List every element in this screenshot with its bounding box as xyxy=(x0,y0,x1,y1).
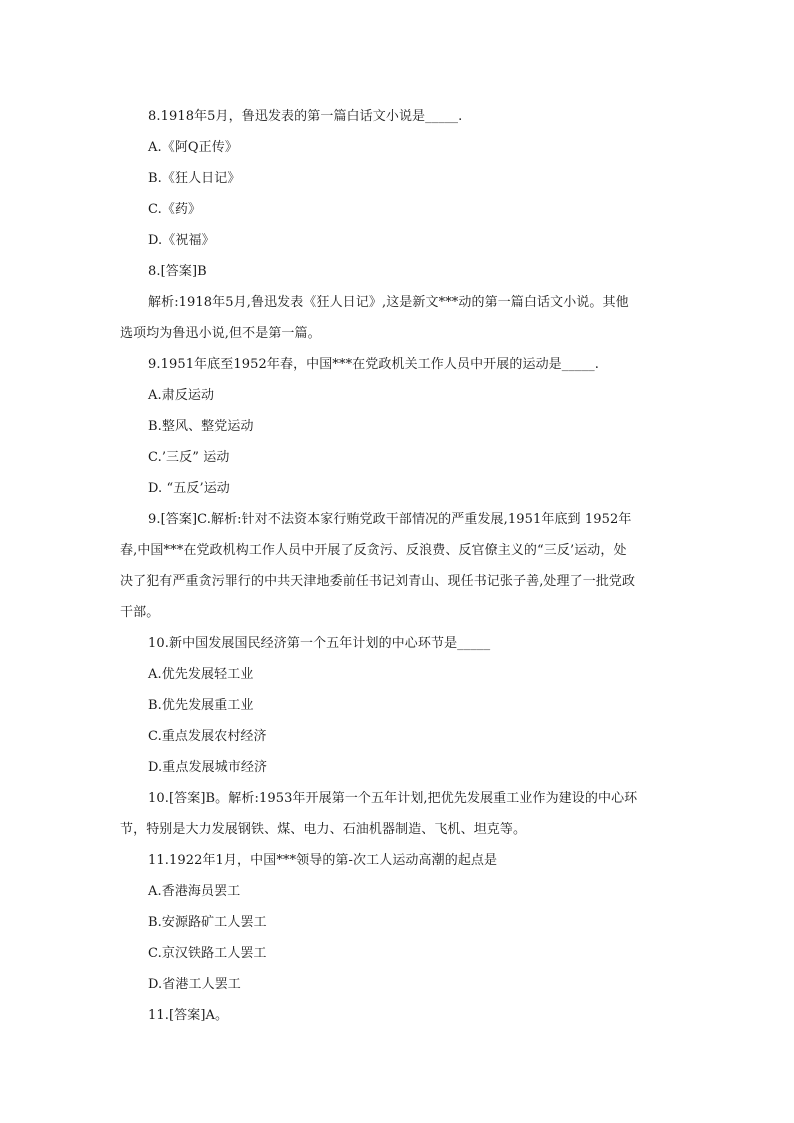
text-line: 9.1951年底至1952年春，中国***在党政机关工作人员中开展的运动是_____. xyxy=(148,357,600,372)
text-line: B.整风、整党运动 xyxy=(148,419,254,434)
text-line: 决了犯有严重贪污罪行的中共天津地委前任书记刘青山、现任书记张子善,处理了一批党政 xyxy=(120,574,636,589)
text-line: C.京汉铁路工人罢工 xyxy=(148,946,267,961)
text-line: 10.新中国发展国民经济第一个五年计划的中心环节是_____ xyxy=(148,636,491,651)
text-line: 解析:1918年5月,鲁迅发表《狂人日记》,这是新文***动的第一篇白话文小说。其他 xyxy=(148,295,629,310)
text-line: D.《祝福》 xyxy=(148,233,215,248)
text-line: 选项均为鲁迅小说,但不是第一篇。 xyxy=(120,326,321,341)
text-line: 10.[答案]B。解析:1953年开展第一个五年计划,把优先发展重工业作为建设的中心环 xyxy=(148,791,638,806)
text-line: A.肃反运动 xyxy=(148,388,215,403)
text-line: A.《阿Q正传》 xyxy=(148,140,238,155)
text-line: A.香港海员罢工 xyxy=(148,884,241,899)
text-line: 11.[答案]A。 xyxy=(148,1008,229,1023)
text-line: 11.1922年1月，中国***领导的第-次工人运动高潮的起点是 xyxy=(148,853,498,868)
text-line: A.优先发展轻工业 xyxy=(148,667,254,682)
text-line: 9.[答案]C.解析:针对不法资本家行贿党政干部情况的严重发展,1951年底到 1952年 xyxy=(148,512,632,527)
text-line: C.《药》 xyxy=(148,202,202,217)
text-line: D.省港工人罢工 xyxy=(148,977,241,992)
text-line: B.安源路矿工人罢工 xyxy=(148,915,267,930)
text-line: C.重点发展农村经济 xyxy=(148,729,267,744)
text-line: D.重点发展城市经济 xyxy=(148,760,268,775)
text-line: C.’三反” 运动 xyxy=(148,450,230,465)
document-body xyxy=(120,101,680,1031)
text-line: D. “五反’运动 xyxy=(148,481,230,496)
text-line: 春,中国***在党政机构工作人员中开展了反贪污、反浪费、反官僚主义的“三反’运动，处 xyxy=(120,543,627,558)
text-line: 节，特别是大力发展钢铁、煤、电力、石油机器制造、飞机、坦克等。 xyxy=(120,822,527,837)
text-line: B.《狂人日记》 xyxy=(148,171,241,186)
text-line: 8.1918年5月，鲁迅发表的第一篇白话文小说是_____. xyxy=(148,109,463,124)
text-line: 8.[答案]B xyxy=(148,264,207,279)
text-line: 干部。 xyxy=(120,605,160,620)
text-line: B.优先发展重工业 xyxy=(148,698,254,713)
